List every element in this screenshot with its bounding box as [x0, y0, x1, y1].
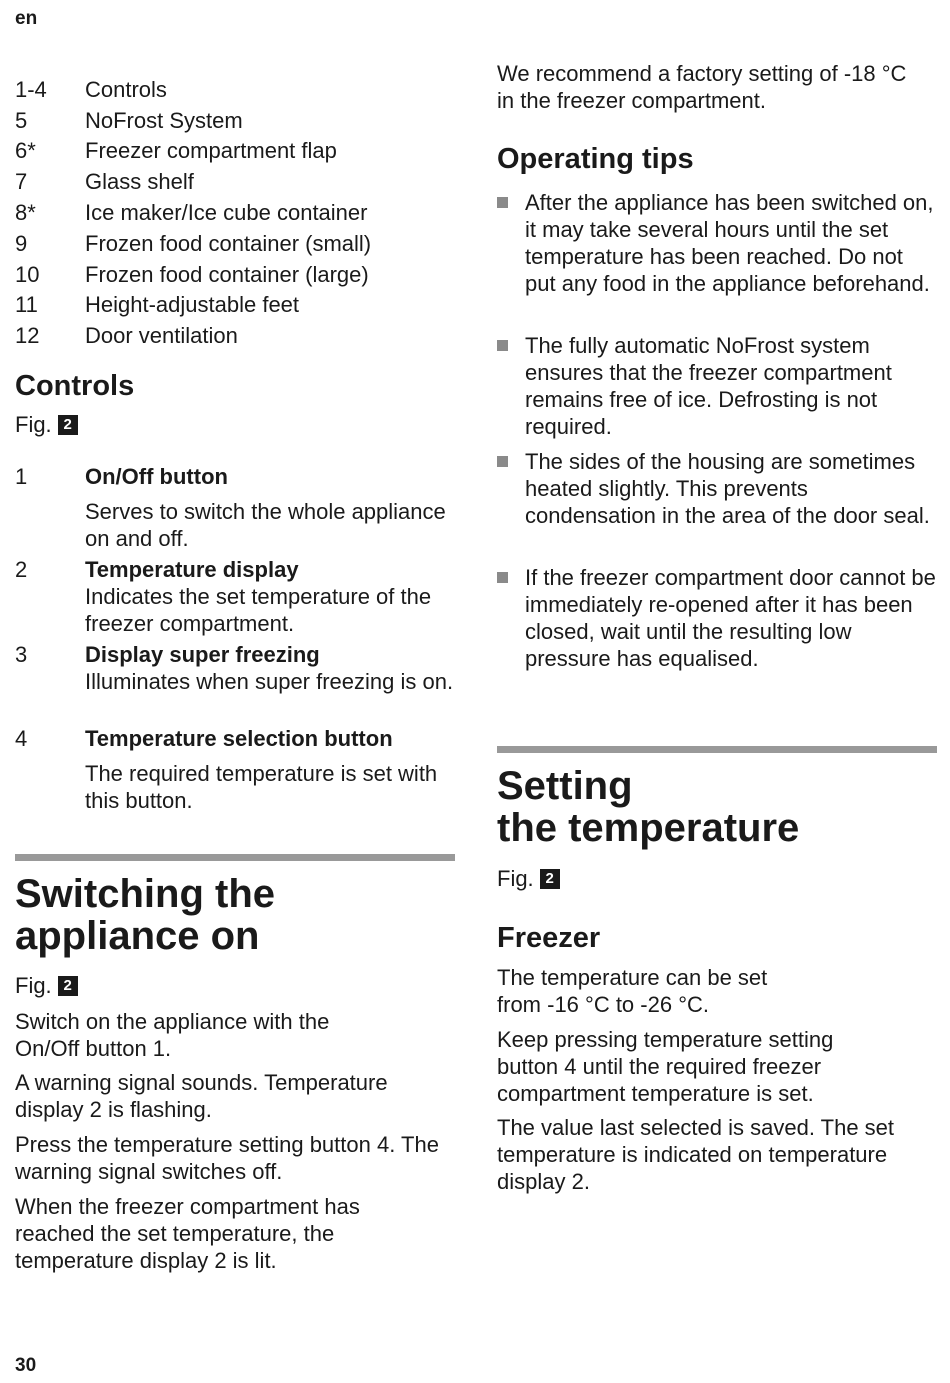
section-divider — [15, 854, 455, 861]
legend-row — [15, 290, 455, 321]
paragraph: A warning signal sounds. Temperature display 2 is flashing. — [15, 1070, 388, 1122]
section-divider — [497, 746, 937, 753]
paragraph: The value last selected is saved. The set temperature is indicated on temperature display 2. — [497, 1115, 895, 1194]
legend-num: 5 — [15, 107, 28, 133]
control-num: 4 — [15, 726, 28, 751]
bullet-square-icon — [497, 197, 508, 208]
control-title: Temperature display — [85, 557, 299, 582]
legend-row — [15, 320, 455, 351]
controls-heading: Controls — [15, 370, 135, 402]
legend-num: 11 — [15, 292, 38, 318]
language-label: en — [15, 8, 38, 29]
control-num: 3 — [15, 642, 28, 667]
heading-line: the temperature — [497, 806, 800, 850]
operating-tips-heading: Operating tips — [497, 143, 694, 175]
bullet-square-icon — [497, 572, 508, 583]
control-title: On/Off button — [85, 464, 228, 489]
control-desc: The required temperature is set with this button. — [85, 761, 438, 813]
control-num: 1 — [15, 464, 28, 489]
legend-label: Height-adjustable feet — [85, 292, 300, 318]
fig-number-box: 2 — [58, 415, 78, 435]
fig-label: Fig. — [15, 973, 52, 998]
legend-label: Door ventilation — [85, 323, 238, 349]
legend-num: 8* — [15, 200, 36, 226]
page-number: 30 — [15, 1355, 37, 1376]
paragraph: When the freezer compartment has reached the set temperature, the temperature display 2 is lit. — [15, 1194, 360, 1273]
legend-label: NoFrost System — [85, 107, 243, 133]
heading-line: Switching the — [15, 872, 275, 916]
parts-legend — [15, 74, 455, 351]
legend-label: Freezer compartment flap — [85, 138, 337, 164]
bullet-square-icon — [497, 456, 508, 467]
legend-num: 7 — [15, 169, 28, 195]
recommendation-text: We recommend a factory setting of -18 °C in the freezer compartment. — [497, 61, 907, 113]
fig-number-box: 2 — [540, 869, 560, 889]
legend-row — [15, 259, 455, 290]
legend-label: Ice maker/Ice cube container — [85, 200, 368, 226]
heading-line: appliance on — [15, 914, 260, 958]
list-item-text: The sides of the housing are sometimes heated slightly. This prevents condensation in the area of the door seal. — [525, 449, 930, 528]
paragraph: The temperature can be set from -16 °C to -26 °C. — [497, 965, 768, 1017]
fig-label: Fig. — [497, 866, 534, 891]
paragraph: Keep pressing temperature setting button 4 until the required freezer compartment temperature is set. — [497, 1027, 834, 1106]
legend-label: Frozen food container (small) — [85, 230, 372, 256]
heading-line: Setting — [497, 764, 633, 808]
legend-num: 1-4 — [15, 76, 47, 102]
legend-row — [15, 105, 455, 136]
control-desc: Illuminates when super freezing is on. — [85, 669, 454, 694]
control-title: Temperature selection button — [85, 726, 393, 751]
fig-reference — [497, 866, 560, 892]
legend-num: 6* — [15, 138, 36, 164]
freezer-subheading: Freezer — [497, 922, 601, 954]
paragraph: Press the temperature setting button 4. The warning signal switches off. — [15, 1132, 439, 1184]
legend-label: Controls — [85, 76, 167, 102]
legend-label: Glass shelf — [85, 169, 194, 195]
control-desc: Indicates the set temperature of the freezer compartment. — [85, 584, 432, 636]
legend-num: 10 — [15, 261, 40, 287]
control-num: 2 — [15, 557, 28, 582]
legend-row — [15, 228, 455, 259]
bullet-square-icon — [497, 340, 508, 351]
legend-label: Frozen food container (large) — [85, 261, 369, 287]
legend-row — [15, 74, 455, 105]
legend-row — [15, 136, 455, 167]
legend-row — [15, 166, 455, 197]
control-desc: Serves to switch the whole appliance on and off. — [85, 499, 446, 551]
list-item-text: After the appliance has been switched on, it may take several hours until the set temperature has been reached. Do not put any food in the appliance beforehand. — [525, 190, 934, 296]
fig-label: Fig. — [15, 412, 52, 437]
switching-on-heading — [15, 873, 275, 957]
list-item-text: If the freezer compartment door cannot be immediately re-opened after it has been closed, wait until the resulting low pressure has equalised. — [525, 565, 936, 671]
setting-temperature-heading — [497, 765, 799, 849]
legend-num: 12 — [15, 323, 40, 349]
paragraph: Switch on the appliance with the On/Off button 1. — [15, 1009, 330, 1061]
list-item-text: The fully automatic NoFrost system ensures that the freezer compartment remains free of ice. Defrosting is not required. — [525, 333, 892, 439]
fig-number-box: 2 — [58, 976, 78, 996]
control-title: Display super freezing — [85, 642, 320, 667]
legend-num: 9 — [15, 230, 28, 256]
fig-reference — [15, 973, 78, 999]
legend-row — [15, 197, 455, 228]
fig-reference — [15, 412, 78, 438]
